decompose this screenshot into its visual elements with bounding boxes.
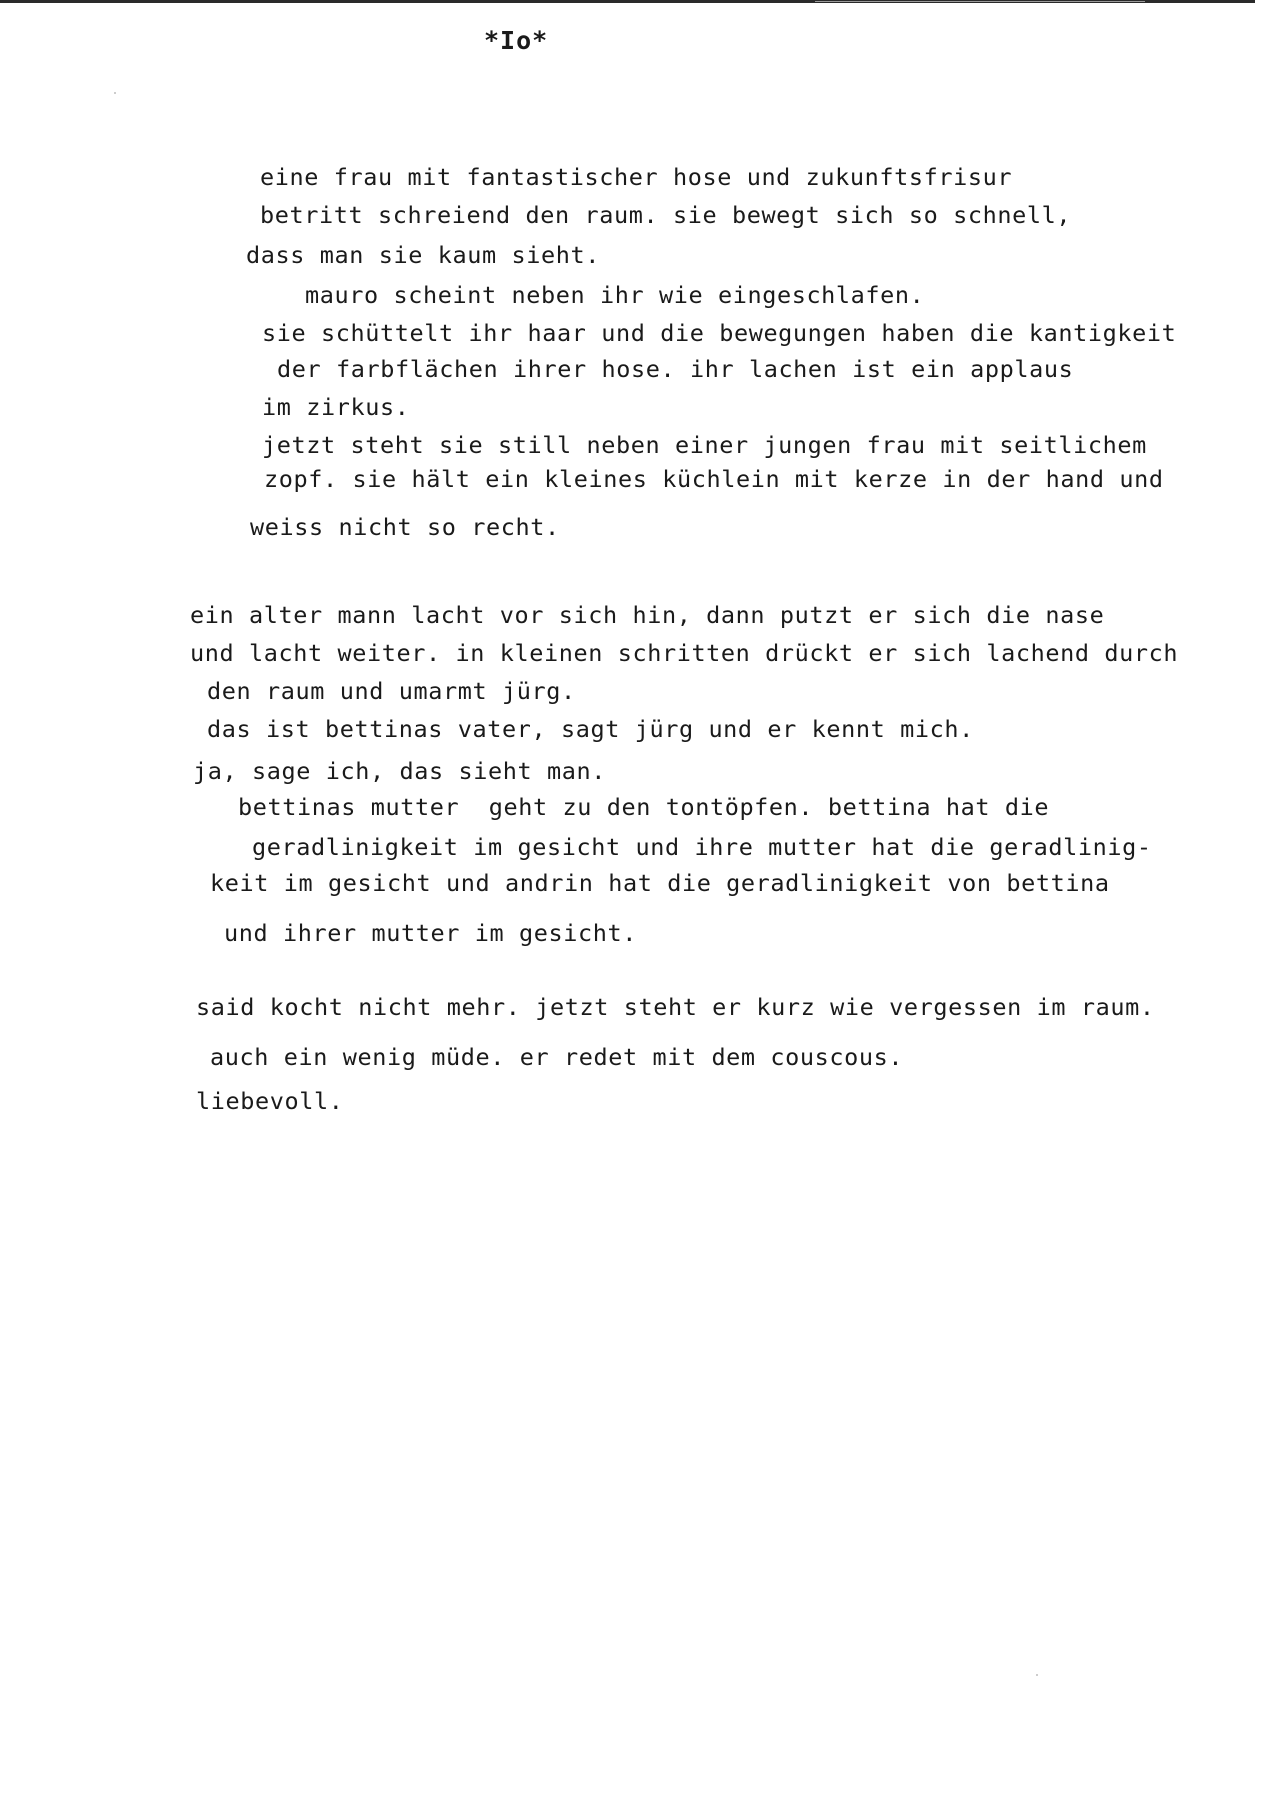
text-line: zopf. sie hält ein kleines küchlein mit kerze in der hand und xyxy=(264,465,1164,493)
text-line: und ihrer mutter im gesicht. xyxy=(224,919,637,947)
text-line: dass man sie kaum sieht. xyxy=(246,241,600,269)
text-line: betritt schreiend den raum. sie bewegt sich so schnell, xyxy=(260,201,1072,229)
scan-speck xyxy=(1036,1674,1038,1676)
text-line: eine frau mit fantastischer hose und zukunftsfrisur xyxy=(260,163,1013,191)
text-line: liebevoll. xyxy=(196,1087,344,1115)
scan-speck xyxy=(114,92,116,94)
text-line: den raum und umarmt jürg. xyxy=(207,677,576,705)
text-line: keit im gesicht und andrin hat die geradlinigkeit von bettina xyxy=(210,869,1110,897)
text-line: jetzt steht sie still neben einer jungen frau mit seitlichem xyxy=(262,431,1147,459)
text-line: ein alter mann lacht vor sich hin, dann putzt er sich die nase xyxy=(190,601,1105,629)
page-number: *Io* xyxy=(484,26,549,55)
text-line: und lacht weiter. in kleinen schritten drückt er sich lachend durch xyxy=(190,639,1179,667)
text-line: im zirkus. xyxy=(262,393,410,421)
text-line: weiss nicht so recht. xyxy=(250,513,560,541)
text-line: said kocht nicht mehr. jetzt steht er kurz wie vergessen im raum. xyxy=(196,993,1155,1021)
text-line: ja, sage ich, das sieht man. xyxy=(193,757,606,785)
top-edge-faint-rule xyxy=(815,1,1145,2)
text-line: bettinas mutter geht zu den tontöpfen. bettina hat die xyxy=(238,793,1050,821)
text-line: sie schüttelt ihr haar und die bewegungen haben die kantigkeit xyxy=(262,319,1177,347)
text-line: mauro scheint neben ihr wie eingeschlafen. xyxy=(305,281,925,309)
text-line: auch ein wenig müde. er redet mit dem couscous. xyxy=(210,1043,904,1071)
text-line: das ist bettinas vater, sagt jürg und er kennt mich. xyxy=(207,715,974,743)
text-line: geradlinigkeit im gesicht und ihre mutter hat die geradlinig- xyxy=(252,833,1152,861)
text-line: der farbflächen ihrer hose. ihr lachen ist ein applaus xyxy=(277,355,1074,383)
